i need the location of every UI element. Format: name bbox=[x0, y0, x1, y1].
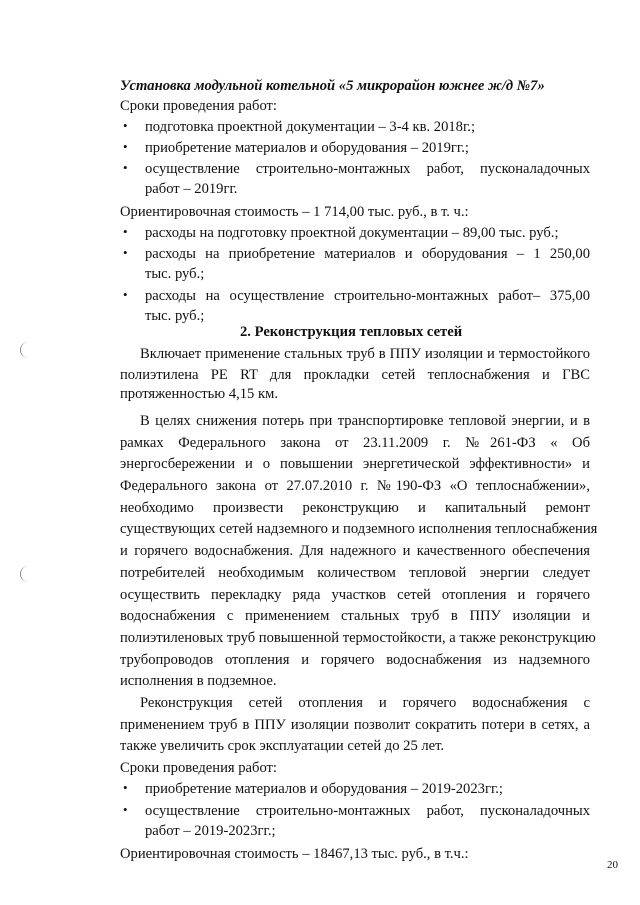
bullet-icon: • bbox=[123, 139, 128, 154]
list-item: расходы на подготовку проектной документации – 89,00 тыс. руб.; bbox=[145, 225, 559, 241]
paragraph-line: энергосбережении и о повышении энергетической эффективности» и bbox=[120, 456, 590, 472]
list-item-continuation: работ – 2019гг. bbox=[145, 181, 238, 197]
paragraph-line: В целях снижения потерь при транспортировке тепловой энергии, и в bbox=[140, 413, 590, 429]
paragraph-line: применением труб в ППУ изоляции позволит сократить потери в сетях, а bbox=[120, 717, 590, 733]
paragraph-line: осуществить перекладку ряда участков сетей отопления и горячего bbox=[120, 587, 590, 603]
paragraph-line: полиэтилена PE RT для прокладки сетей теплоснабжения и ГВС bbox=[120, 367, 590, 383]
paragraph-line: полиэтиленовых труб повышенной термостойкости, а также реконструкцию bbox=[120, 630, 596, 646]
paragraph-line: Федерального закона от 27.07.2010 г. №190-ФЗ «О теплоснабжении», bbox=[120, 478, 590, 494]
paragraph-line: исполнения в подземное. bbox=[120, 673, 277, 689]
list-item: приобретение материалов и оборудования – 2019-2023гг.; bbox=[145, 781, 503, 797]
scan-mark-icon bbox=[20, 566, 31, 582]
paragraph-line: рамках Федерального закона от 23.11.2009 г. №261-ФЗ « Об bbox=[120, 435, 590, 451]
paragraph-line: также увеличить срок эксплуатации сетей до 25 лет. bbox=[120, 738, 445, 754]
paragraph-line: Реконструкция сетей отопления и горячего водоснабжения с bbox=[140, 695, 590, 711]
bullet-icon: • bbox=[123, 287, 128, 302]
list-item: приобретение материалов и оборудования – 2019гг.; bbox=[145, 140, 469, 156]
list-item: осуществление строительно-монтажных работ, пусконаладочных bbox=[145, 161, 590, 177]
bullet-icon: • bbox=[123, 224, 128, 239]
bullet-icon: • bbox=[123, 802, 128, 817]
paragraph-line: существующих сетей надземного и подземного исполнения теплоснабжения bbox=[120, 521, 598, 537]
page-number: 20 bbox=[607, 859, 618, 871]
bullet-icon: • bbox=[123, 118, 128, 133]
paragraph-line: необходимо произвести реконструкцию и капитальный ремонт bbox=[120, 500, 590, 516]
list-item: осуществление строительно-монтажных работ, пусконаладочных bbox=[145, 803, 590, 819]
scan-mark-icon bbox=[20, 342, 31, 358]
terms-label: Сроки проведения работ: bbox=[120, 98, 277, 114]
section-title: 2. Реконструкция тепловых сетей bbox=[240, 324, 463, 340]
paragraph-line: Включает применение стальных труб в ППУ изоляции и термостойкого bbox=[140, 346, 590, 362]
list-item-continuation: работ – 2019-2023гг.; bbox=[145, 823, 276, 839]
list-item: расходы на приобретение материалов и оборудования – 1 250,00 bbox=[145, 246, 590, 262]
list-item: подготовка проектной документации – 3-4 кв. 2018г.; bbox=[145, 119, 476, 135]
object-heading: Установка модульной котельной «5 микрорайон южнее ж/д №7» bbox=[120, 78, 545, 94]
terms-label: Сроки проведения работ: bbox=[120, 760, 277, 776]
cost-label: Ориентировочная стоимость – 1 714,00 тыс. руб., в т. ч.: bbox=[120, 204, 469, 220]
list-item-continuation: тыс. руб.; bbox=[145, 308, 205, 324]
paragraph-line: протяженностью 4,15 км. bbox=[120, 386, 278, 402]
paragraph-line: потребителей необходимым количеством тепловой энергии следует bbox=[120, 565, 590, 581]
paragraph-line: и горячего водоснабжения. Для надежного и качественного обеспечения bbox=[120, 543, 590, 559]
bullet-icon: • bbox=[123, 780, 128, 795]
paragraph-line: водоснабжения с применением стальных труб в ППУ изоляции и bbox=[120, 608, 590, 624]
list-item-continuation: тыс. руб.; bbox=[145, 266, 205, 282]
paragraph-line: трубопроводов отопления и горячего водоснабжения из надземного bbox=[120, 652, 590, 668]
bullet-icon: • bbox=[123, 245, 128, 260]
bullet-icon: • bbox=[123, 160, 128, 175]
cost-label: Ориентировочная стоимость – 18467,13 тыс. руб., в т.ч.: bbox=[120, 846, 469, 862]
list-item: расходы на осуществление строительно-монтажных работ– 375,00 bbox=[145, 288, 590, 304]
